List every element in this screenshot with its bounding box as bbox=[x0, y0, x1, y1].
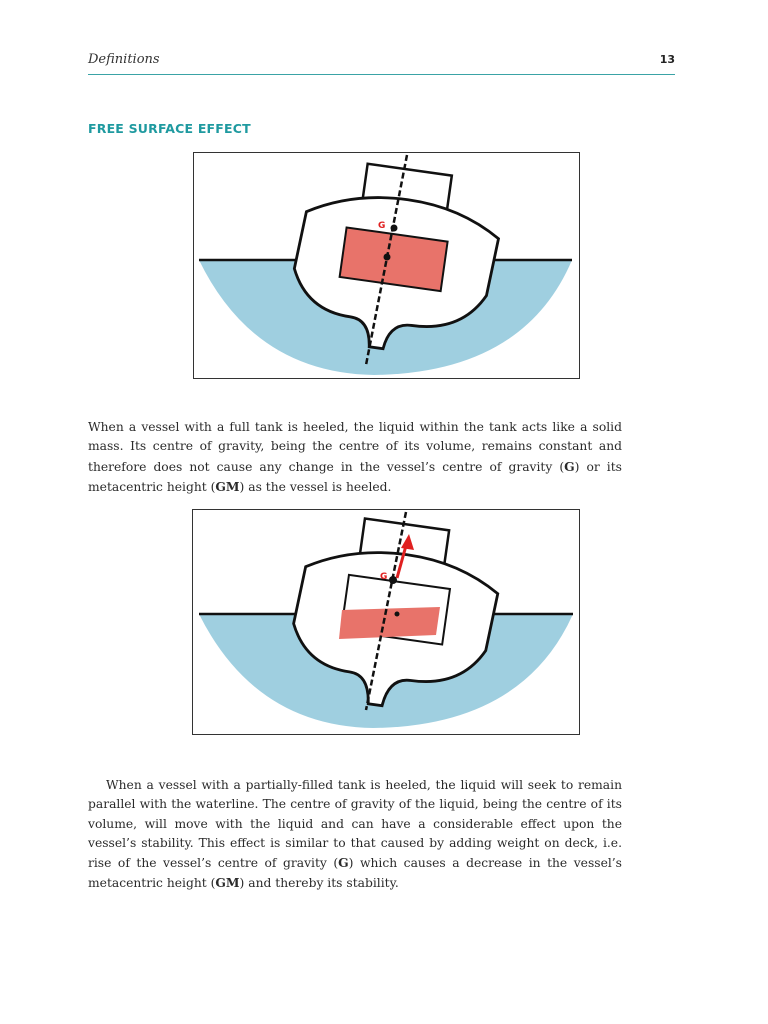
centre-of-gravity-g bbox=[391, 225, 398, 232]
page-header bbox=[88, 50, 675, 75]
g-label: G bbox=[378, 221, 386, 231]
partial-tank-liquid bbox=[339, 607, 440, 639]
g-label: G bbox=[380, 572, 388, 582]
ship-diagram-full-tank bbox=[194, 153, 579, 378]
paragraph-partial-tank: When a vessel with a partially-filled tank is heeled, the liquid will seek to remain parallel with the waterline. The centre of gravity of the liquid, being the centre of its volume, will move with the liquid and can have a considerable effect upon the vessel’s stability. This effect is similar to that caused by adding weight on deck, i.e. rise of the vessel’s centre of gravity (G) which causes a decrease in the vessel’s metacentric height (GM) and thereby its stability. bbox=[88, 778, 622, 891]
ship-diagram-partial-tank bbox=[193, 510, 579, 734]
figure-full-tank bbox=[193, 152, 580, 379]
running-title: Definitions bbox=[88, 52, 160, 67]
paragraph-full-tank: When a vessel with a full tank is heeled, the liquid within the tank acts like a solid mass. Its centre of gravity, being the centre of its volume, remains constant and therefore does not cause any change in the vessel’s centre of gravity (G) or its metacentric height (GM) as the vessel is heeled. bbox=[88, 420, 622, 494]
tank-centre-of-gravity bbox=[384, 254, 391, 261]
centre-of-gravity-g bbox=[389, 576, 397, 584]
figure-partial-tank bbox=[192, 509, 580, 735]
section-title: FREE SURFACE EFFECT bbox=[88, 121, 251, 136]
page-number: 13 bbox=[659, 53, 675, 66]
liquid-centre-of-gravity bbox=[395, 612, 400, 617]
